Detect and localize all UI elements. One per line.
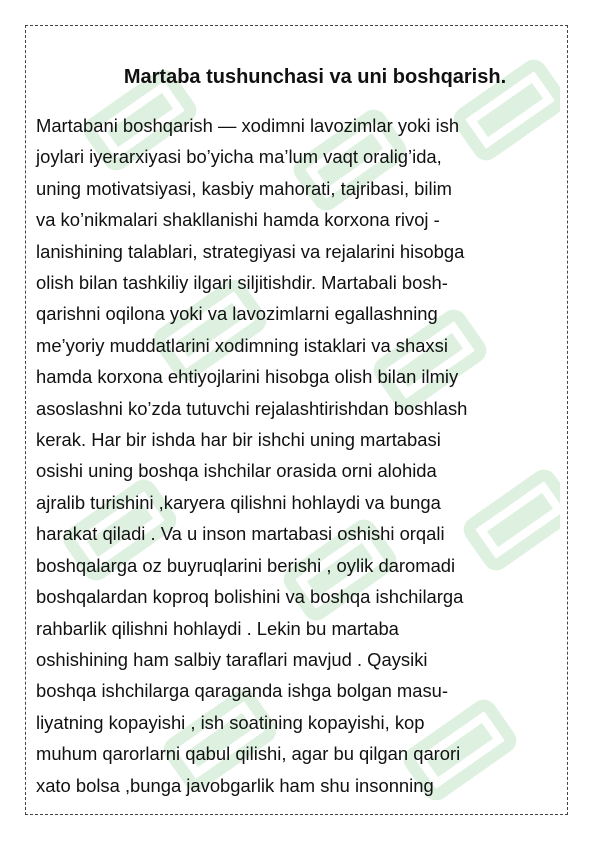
body-line: Martabani boshqarish — xodimni lavozimlar yoki ish bbox=[36, 115, 460, 136]
body-line: olish bilan tashkiliy ilgari siljitishdir. Martabali bosh- bbox=[36, 272, 448, 294]
body-line: lanishining talablari, strategiyasi va rejalarini hisobga bbox=[36, 240, 465, 262]
body-line: boshqalardan koproq bolishini va boshqa ishchilarga bbox=[36, 586, 464, 608]
body-line: oshishining ham salbiy taraflari mavjud . Qaysiki bbox=[36, 648, 428, 670]
document-title: Martaba tushunchasi va uni boshqarish. bbox=[123, 66, 507, 88]
body-line: joylari iyerarxiyasi bo’yicha ma’lum vaqt oralig’ida, bbox=[36, 146, 442, 168]
body-line: liyatning kopayishi , ish soatining kopayishi, kop bbox=[36, 711, 425, 733]
body-line: hamda korxona ehtiyojlarini hisobga olish bilan ilmiy bbox=[36, 366, 459, 388]
body-line: osishi uning boshqa ishchilar orasida orni alohida bbox=[36, 460, 437, 482]
body-line: rahbarlik qilishni hohlaydi . Lekin bu martaba bbox=[36, 617, 399, 639]
body-line: boshqalarga oz buyruqlarini berishi , oylik daromadi bbox=[36, 554, 456, 576]
body-line: kerak. Har bir ishda har bir ishchi uning martabasi bbox=[36, 429, 441, 451]
body-line: me’yoriy muddatlarini xodimning istaklari va shaxsi bbox=[36, 334, 448, 356]
body-line: ajralib turishini ,karyera qilishni hohlaydi va bunga bbox=[36, 491, 441, 513]
document-body bbox=[36, 110, 556, 801]
body-line: muhum qarorlarni qabul qilishi, agar bu qilgan qarori bbox=[36, 743, 461, 765]
body-line: asoslashni ko’zda tutuvchi rejalashtirishdan boshlash bbox=[36, 397, 468, 419]
body-line: harakat qiladi . Va u inson martabasi oshishi orqali bbox=[36, 523, 445, 545]
body-line: va ko’nikmalari shakllanishi hamda korxona rivoj - bbox=[36, 209, 440, 231]
body-line: boshqa ishchilarga qaraganda ishga bolgan masu- bbox=[36, 680, 449, 702]
body-line: xato bolsa ,bunga javobgarlik ham shu insonning bbox=[36, 774, 434, 796]
body-line: uning motivatsiyasi, kasbiy mahorati, tajribasi, bilim bbox=[36, 177, 452, 199]
body-line: qarishni oqilona yoki va lavozimlarni egallashning bbox=[36, 303, 438, 325]
